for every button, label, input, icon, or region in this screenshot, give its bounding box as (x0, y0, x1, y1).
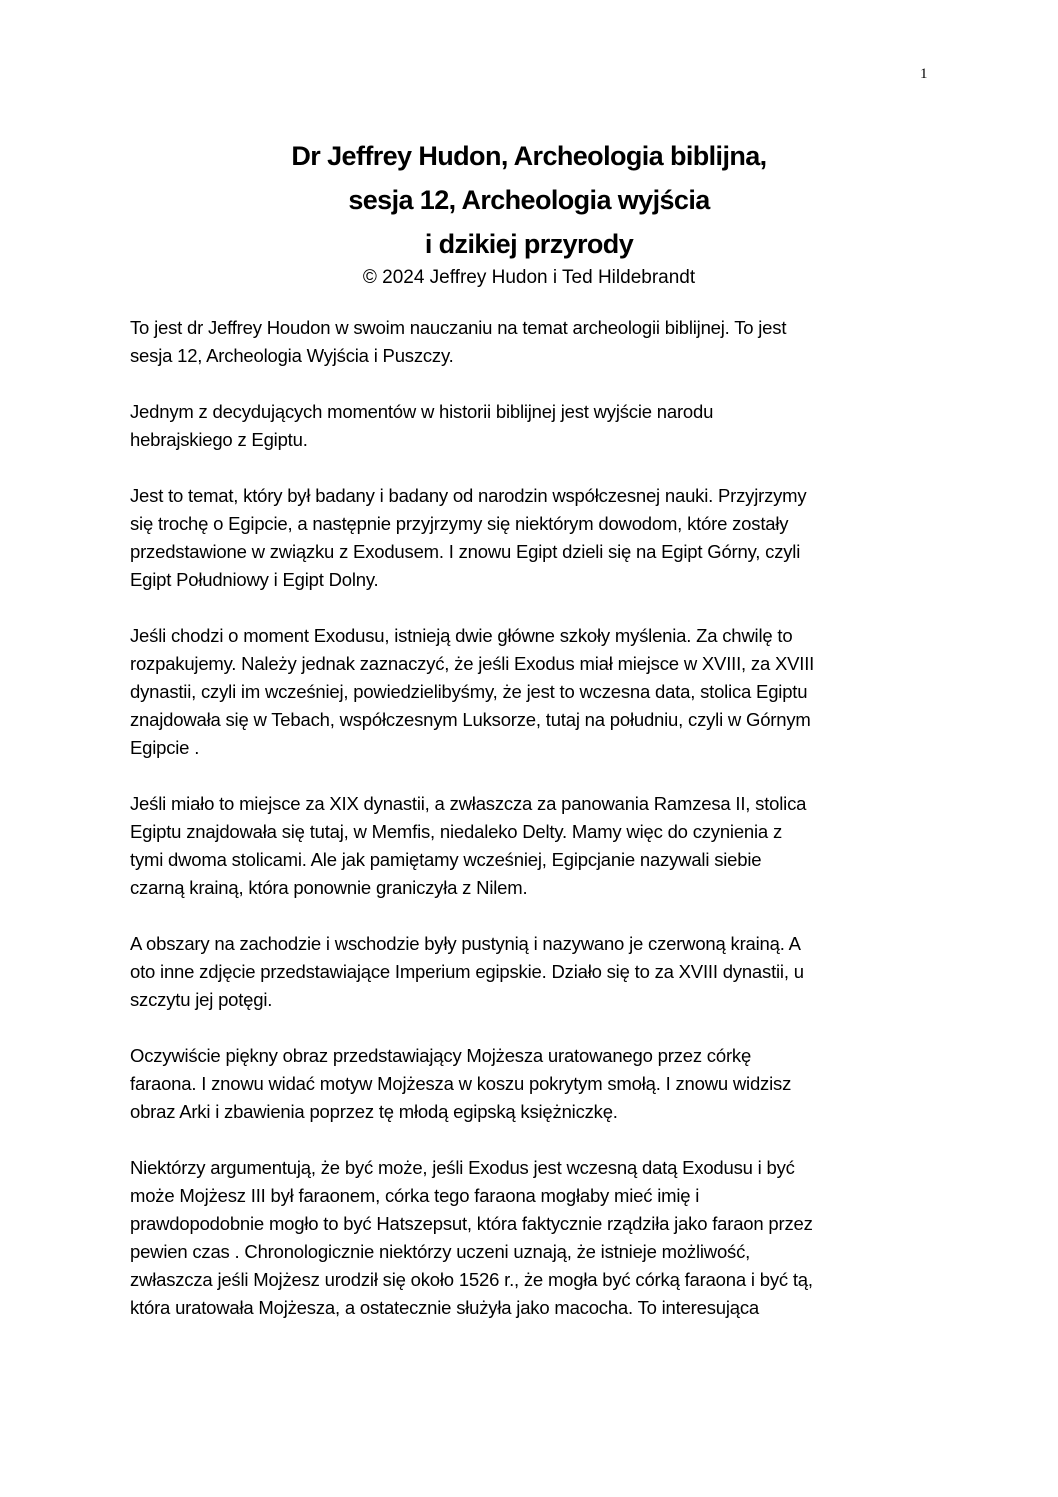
text-line: faraona. I znowu widać motyw Mojżesza w koszu pokrytym smołą. I znowu widzisz (130, 1073, 792, 1094)
paragraph (130, 482, 930, 594)
text-line: tymi dwoma stolicami. Ale jak pamiętamy wcześniej, Egipcjanie nazywali siebie (130, 849, 762, 870)
text-line: obraz Arki i zbawienia poprzez tę młodą egipską księżniczkę. (130, 1101, 618, 1122)
paragraph (130, 790, 930, 902)
paragraph (130, 1042, 930, 1126)
title-block (130, 134, 928, 292)
text-line: czarną krainą, która ponownie graniczyła z Nilem. (130, 877, 528, 898)
text-line: Jest to temat, który był badany i badany od narodzin współczesnej nauki. Przyjrzymy (130, 485, 807, 506)
text-line: Egipt Południowy i Egipt Dolny. (130, 569, 379, 590)
text-line: prawdopodobnie mogło to być Hatszepsut, która faktycznie rządziła jako faraon przez (130, 1213, 813, 1234)
text-line: dynastii, czyli im wcześniej, powiedzielibyśmy, że jest to wczesna data, stolica Egiptu (130, 681, 808, 702)
text-line: hebrajskiego z Egiptu. (130, 429, 308, 450)
text-line: szczytu jej potęgi. (130, 989, 273, 1010)
paragraph (130, 930, 930, 1014)
text-line: zwłaszcza jeśli Mojżesz urodził się około 1526 r., że mogła być córką faraona i być tą, (130, 1269, 813, 1290)
title-line: sesja 12, Archeologia wyjścia (348, 185, 710, 215)
text-line: Niektórzy argumentują, że być może, jeśli Exodus jest wczesną datą Exodusu i być (130, 1157, 795, 1178)
body-text (130, 314, 930, 1350)
paragraph (130, 314, 930, 370)
text-line: Egipcie . (130, 737, 200, 758)
copyright-line: © 2024 Jeffrey Hudon i Ted Hildebrandt (362, 267, 696, 288)
title-line: Dr Jeffrey Hudon, Archeologia biblijna, (291, 141, 767, 171)
text-line: Egiptu znajdowała się tutaj, w Memfis, niedaleko Delty. Mamy więc do czynienia z (130, 821, 783, 842)
page-number: 1 (920, 66, 928, 82)
text-line: pewien czas . Chronologicznie niektórzy uczeni uznają, że istnieje możliwość, (130, 1241, 751, 1262)
text-line: sesja 12, Archeologia Wyjścia i Puszczy. (130, 345, 454, 366)
text-line: Oczywiście piękny obraz przedstawiający Mojżesza uratowanego przez córkę (130, 1045, 752, 1066)
text-line: przedstawione w związku z Exodusem. I znowu Egipt dzieli się na Egipt Górny, czyli (130, 541, 801, 562)
text-line: oto inne zdjęcie przedstawiające Imperium egipskie. Działo się to za XVIII dynastii, u (130, 961, 804, 982)
text-line: Jeśli miało to miejsce za XIX dynastii, a zwłaszcza za panowania Ramzesa II, stolica (130, 793, 807, 814)
text-line: która uratowała Mojżesza, a ostatecznie służyła jako macocha. To interesująca (130, 1297, 760, 1318)
text-line: Jeśli chodzi o moment Exodusu, istnieją dwie główne szkoły myślenia. Za chwilę to (130, 625, 793, 646)
text-line: To jest dr Jeffrey Houdon w swoim nauczaniu na temat archeologii biblijnej. To jest (130, 317, 787, 338)
text-line: rozpakujemy. Należy jednak zaznaczyć, że jeśli Exodus miał miejsce w XVIII, za XVIII (130, 653, 815, 674)
text-line: znajdowała się w Tebach, współczesnym Luksorze, tutaj na południu, czyli w Górnym (130, 709, 811, 730)
text-line: się trochę o Egipcie, a następnie przyjrzymy się niektórym dowodom, które zostały (130, 513, 789, 534)
text-line: A obszary na zachodzie i wschodzie były pustynią i nazywano je czerwoną krainą. A (130, 933, 801, 954)
paragraph (130, 622, 930, 762)
paragraph (130, 1154, 930, 1322)
paragraph (130, 398, 930, 454)
text-line: Jednym z decydujących momentów w historii biblijnej jest wyjście narodu (130, 401, 714, 422)
title-line: i dzikiej przyrody (424, 229, 634, 259)
text-line: może Mojżesz III był faraonem, córka tego faraona mogłaby mieć imię i (130, 1185, 700, 1206)
